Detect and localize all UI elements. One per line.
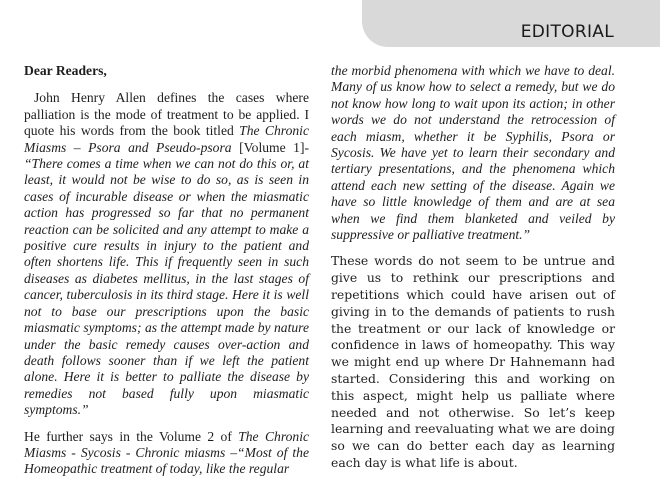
paragraph-volume2 bbox=[24, 429, 309, 478]
book-title-vol2: The Chronic Miasms - Sycosis - Chronic miasms bbox=[24, 428, 310, 460]
salutation: Dear Readers, bbox=[24, 63, 107, 78]
volume-ref: [Volume 1]- bbox=[231, 139, 309, 155]
para1-lead: John Henry Allen defines the cases where palliation is the mode of treatment to be applied. I quote his words from the book titled bbox=[24, 90, 309, 139]
header-tab bbox=[362, 0, 660, 47]
left-column bbox=[24, 63, 309, 488]
section-label: EDITORIAL bbox=[520, 22, 614, 42]
paragraph-allen-definition bbox=[24, 90, 309, 418]
book-title-vol1: The Chronic Miasms – Psora and Pseudo-psora bbox=[24, 123, 309, 155]
para2-lead: He further says in the Volume 2 of bbox=[24, 428, 239, 444]
right-column bbox=[331, 63, 615, 482]
closing-paragraph: These words do not seem to be untrue and give us to rethink our prescriptions and repetitions which could have arisen out of giving in to the demands of patients to rush the treatment or our lack of knowledge or confidence in laws of homeopathy. This way we might end up where Dr Hahnemann had started. Considering this and working on this aspect, might help us palliate where needed and not otherwise. So let’s keep learning and reevaluating what we are doing so we can do better each day as learning each day is what life is about. bbox=[331, 253, 615, 471]
quote-vol2-continued: the morbid phenomena with which we have to deal. Many of us know how to select a remedy, but we do not know how long to wait upon its action; in other words we do not understand the retrocession of each miasm, whether it be Syphilis, Psora or Sycosis. We have yet to learn their secondary and tertiary presentations, and the phenomena which attend each new setting of the disease. Again we have so little knowledge of them and are at sea when we find them blanketed and veiled by suppressive or palliative treatment.” bbox=[331, 63, 615, 243]
quote-vol2-start: –“Most of the Homeopathic treatment of today, like the regular bbox=[24, 444, 309, 477]
quote-vol1: “There comes a time when we can not do this or, at least, it would not be wise to do so, as is seen in cases of incurable disease or when the miasmatic action has progressed so far that no permanent reaction can be solicited and any attempt to make a positive cure results in injury to the patient and often shortens life. This if frequently seen in such diseases as diabetes mellitus, in the last stages of cancer, tuberculosis in its third stage. Here it is well not to base our prescriptions upon the basic miasmatic symptoms; as the attempt made by nature under the basic remedy causes over-action and death follows sooner than if we left the patient alone. Here it is better to palliate the disease by remedies not based fully upon miasmatic symptoms.” bbox=[24, 156, 309, 418]
